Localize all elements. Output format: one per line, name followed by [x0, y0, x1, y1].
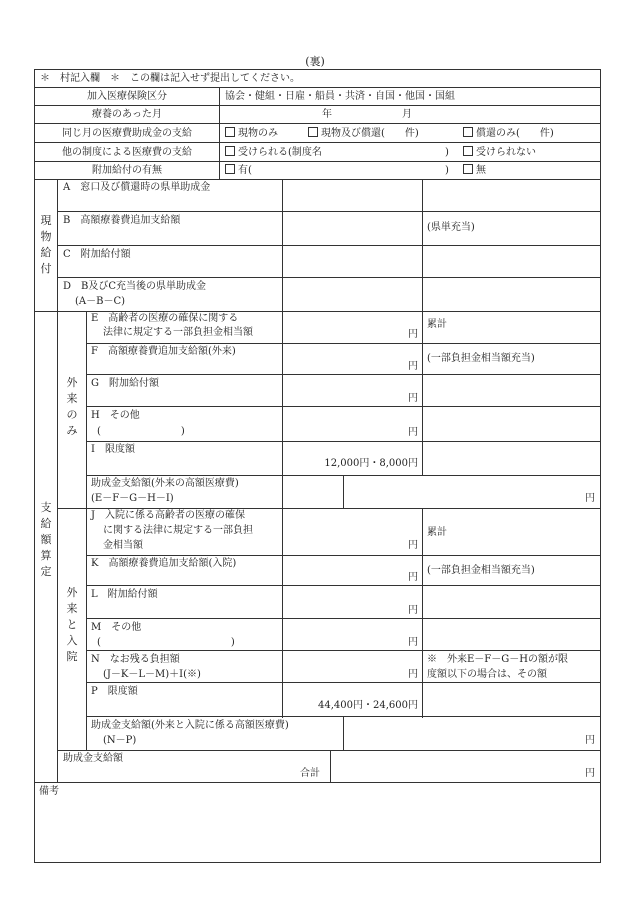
row-m-paren: ( )	[97, 637, 235, 648]
row-j-label-3: 金相当額	[103, 540, 143, 551]
checkbox[interactable]	[463, 146, 473, 156]
row-m-label: M その他	[91, 622, 142, 633]
checkbox[interactable]	[308, 127, 318, 137]
header-note: ＊ 村記入欄 ＊ この欄は記入せず提出してください。	[40, 73, 300, 84]
row-j-label-1: J 入院に係る高齢者の医療の確保	[91, 510, 246, 521]
row-g-label: G 附加給付額	[91, 378, 159, 389]
row-e-label-2: 法律に規定する一部負担金相当額	[103, 327, 253, 338]
row-h-label: H その他	[91, 410, 140, 421]
checkbox[interactable]	[463, 127, 473, 137]
row-n-formula: (J－K－L－M)＋I(※)	[103, 669, 201, 680]
other-system-option-2[interactable]: 受けられない	[463, 146, 536, 159]
row-i-label: I 限度額	[91, 444, 135, 455]
subtotal-outpatient-formula: (E－F－G－H－I)	[91, 493, 174, 504]
yen-unit: 円	[408, 329, 418, 340]
row-e-note: 累計	[427, 319, 447, 330]
other-system-paren: )	[445, 147, 449, 158]
additional-option-2[interactable]: 無	[463, 164, 486, 177]
insurance-options[interactable]: 協会・健組・日雇・船員・共済・自国・他国・国組	[225, 91, 455, 102]
row-n-note-1: ※ 外来E－F－G－Hの額が限	[427, 654, 568, 665]
yen-unit: 円	[408, 361, 418, 372]
additional-benefit-label: 附加給付の有無	[92, 165, 162, 176]
row-j-note: 累計	[427, 527, 447, 538]
row-l-label: L 附加給付額	[91, 589, 158, 600]
subtotal-inpatient-formula: (N－P)	[103, 735, 137, 746]
same-month-option-2[interactable]: 現物及び償還( 件)	[308, 127, 419, 140]
row-n-label: N なお残る負担額	[91, 654, 180, 665]
row-f-note: (一部負担金相当額充当)	[427, 353, 535, 364]
insurance-label: 加入医療保険区分	[87, 91, 167, 102]
row-i-value: 12,000円・8,000円	[324, 458, 418, 469]
row-b-note: (県単充当)	[427, 222, 475, 233]
yen-unit: 円	[408, 393, 418, 404]
row-e-label-1: E 高齢者の医療の確保に関する	[91, 313, 239, 324]
treatment-month-label: 療養のあった月	[92, 109, 162, 120]
row-b-label: B 高額療養費追加支給額	[63, 215, 181, 226]
row-f-label: F 高額療養費追加支給額(外来)	[91, 346, 236, 357]
year-unit: 年	[322, 109, 332, 120]
yen-unit: 円	[585, 735, 595, 746]
yen-unit: 円	[408, 669, 418, 680]
additional-paren: )	[445, 165, 449, 176]
payment-calc-side-label: 支給額算定	[40, 501, 52, 578]
row-k-note: (一部負担金相当額充当)	[427, 565, 535, 576]
row-n-note-2: 度額以下の場合は、その額	[427, 669, 547, 680]
row-p-value: 44,400円・24,600円	[318, 700, 418, 711]
same-month-option-3[interactable]: 償還のみ( 件)	[463, 127, 554, 140]
same-month-label: 同じ月の医療費助成金の支給	[62, 128, 192, 139]
outpatient-only-side-label: 外来のみ	[66, 376, 78, 437]
row-c-label: C 附加給付額	[63, 249, 131, 260]
yen-unit: 円	[408, 637, 418, 648]
row-d-formula: (A－B－C)	[75, 296, 126, 307]
application-form-back	[34, 69, 601, 863]
additional-option-1[interactable]: 有(	[225, 164, 252, 177]
row-p-label: P 限度額	[91, 686, 138, 697]
row-d-label: D B及びC充当後の県単助成金	[63, 281, 207, 292]
same-month-option-1[interactable]: 現物のみ	[225, 127, 278, 140]
grand-total-label: 助成金支給額	[63, 753, 123, 764]
yen-unit: 円	[408, 427, 418, 438]
row-a-label: A 窓口及び償還時の県単助成金	[63, 182, 211, 193]
other-system-label: 他の制度による医療費の支給	[62, 147, 192, 158]
yen-unit: 円	[408, 572, 418, 583]
yen-unit: 円	[408, 605, 418, 616]
page-title: (裏)	[305, 55, 325, 68]
in-kind-benefit-side-label: 現物給付	[40, 214, 52, 275]
subtotal-outpatient-label: 助成金支給額(外来の高額医療費)	[91, 478, 239, 489]
yen-unit: 円	[408, 540, 418, 551]
subtotal-inpatient-label: 助成金支給額(外来と入院に係る高額医療費)	[91, 720, 289, 731]
row-h-paren: ( )	[97, 426, 185, 437]
grand-total-sublabel: 合計	[300, 768, 320, 779]
checkbox[interactable]	[225, 164, 235, 174]
remarks-label: 備考	[39, 786, 59, 797]
checkbox[interactable]	[225, 127, 235, 137]
outpatient-inpatient-side-label: 外来と入院	[66, 586, 78, 663]
remarks-field[interactable]	[37, 800, 597, 860]
row-k-label: K 高額療養費追加支給額(入院)	[91, 558, 237, 569]
yen-unit: 円	[585, 493, 595, 504]
row-j-label-2: に関する法律に規定する一部負担	[103, 525, 253, 536]
month-unit: 月	[402, 109, 412, 120]
yen-unit: 円	[585, 768, 595, 779]
checkbox[interactable]	[225, 146, 235, 156]
other-system-option-1[interactable]: 受けられる(制度名	[225, 146, 322, 159]
checkbox[interactable]	[463, 164, 473, 174]
